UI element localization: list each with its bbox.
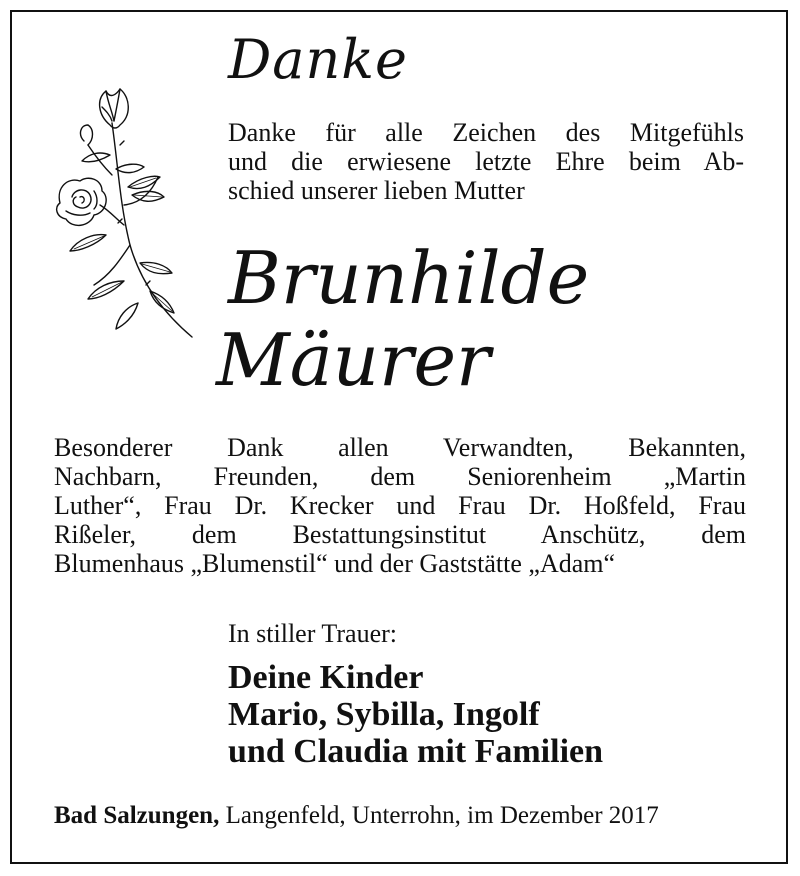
intro-line: schied unserer lieben Mutter	[228, 176, 525, 205]
deceased-last-name: Mäurer	[216, 318, 491, 402]
deceased-first-name: Brunhilde	[228, 236, 590, 320]
footer-rest: Langenfeld, Unterrohn, im Dezember 2017	[219, 802, 659, 829]
thanks-paragraph	[54, 433, 746, 578]
family-line: Mario, Sybilla, Ingolf	[228, 696, 540, 733]
thanks-line: Luther“, Frau Dr. Krecker und Frau Dr. Hoßfeld, Frau	[54, 491, 746, 520]
thanks-line: Rißeler, dem Bestattungsinstitut Anschütz, dem	[54, 520, 746, 549]
family-line: und Claudia mit Familien	[228, 733, 604, 770]
footer-location	[54, 802, 659, 830]
family-signature	[228, 659, 603, 770]
rose-icon	[50, 85, 200, 345]
footer-place: Bad Salzungen,	[54, 802, 220, 829]
intro-line: und die erwiesene letzte Ehre beim Ab-	[228, 147, 744, 176]
heading-title: Danke	[228, 28, 408, 91]
mourning-label: In stiller Trauer:	[228, 619, 397, 648]
thanks-line: Blumenhaus „Blumenstil“ und der Gaststätte „Adam“	[54, 549, 616, 578]
thanks-line: Besonderer Dank allen Verwandten, Bekannten,	[54, 433, 746, 462]
thanks-line: Nachbarn, Freunden, dem Seniorenheim „Martin	[54, 462, 746, 491]
family-line: Deine Kinder	[228, 659, 424, 696]
intro-text	[228, 118, 744, 205]
intro-line: Danke für alle Zeichen des Mitgefühls	[228, 118, 744, 147]
